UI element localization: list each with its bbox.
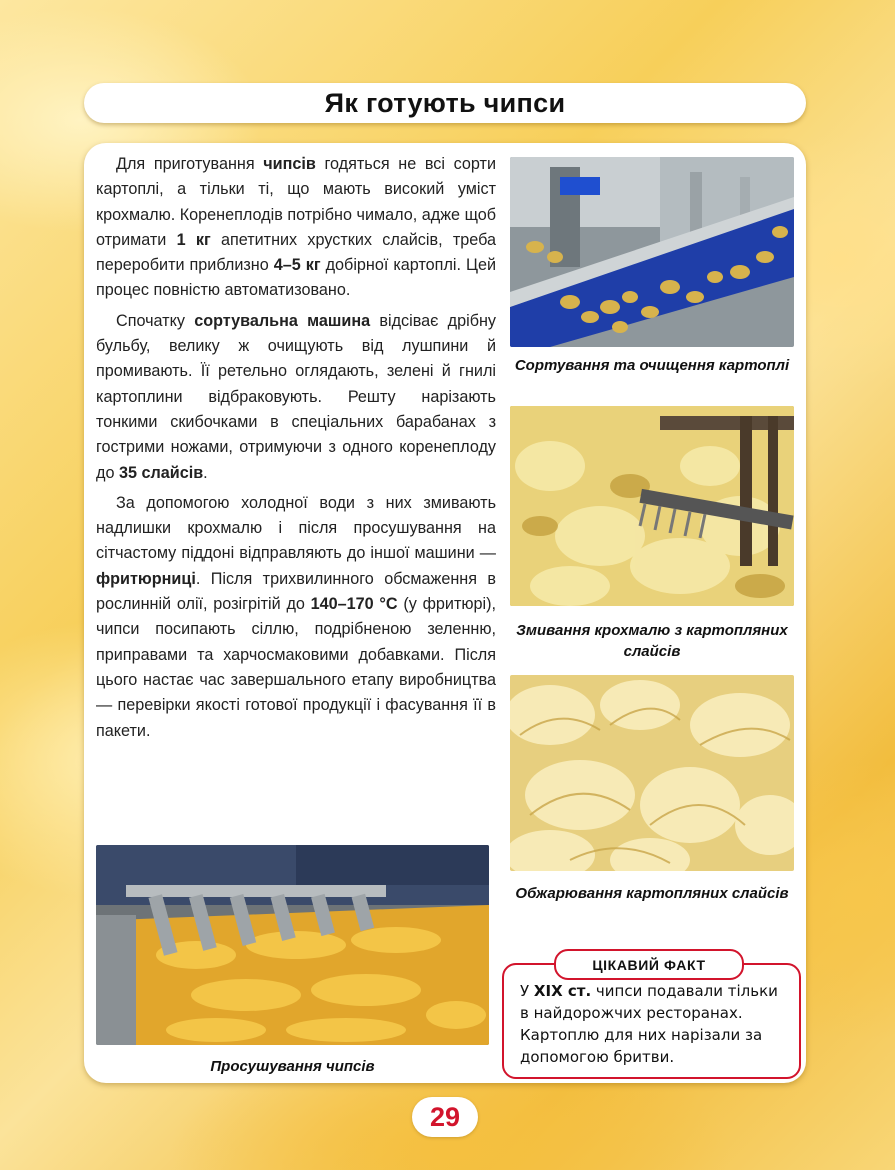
caption-washing: Змивання крохмалю з картопляних слайсів: [516, 622, 788, 660]
page-number: 29: [412, 1097, 478, 1137]
photo-frying: [510, 675, 794, 871]
paragraph-3: За допомогою холодної води з них змивають надлишки крохмалю і після просушування на сітчастому піддоні відправляють до іншої машини — фритюрниці. Після трихвилинного обсмаження в рослинній олії, розігрітій до 140–170 °С (у фритюрі), чипси посипають сіллю, подрібненою зеленню, приправами та харчосмаковими добавками. Після цього настає час завершального етапу виробництва — перевірки якості готової продукції і фасування її в пакети.: [96, 493, 496, 740]
caption-sorting: Сортування та очищення картоплі: [514, 357, 790, 374]
page-title: Як готують чипси: [324, 87, 566, 118]
fact-label: ЦІКАВИЙ ФАКТ: [554, 949, 744, 980]
photo-washing: [510, 406, 794, 606]
photo-drying: [96, 845, 489, 1045]
caption-drying: Просушування чипсів: [210, 1058, 375, 1075]
paragraph-1: Для приготування чипсів годяться не всі сорти картоплі, а тільки ті, що мають високий уміст крохмалю. Коренеплодів потрібно чимало, адже щоб отримати 1 кг апетитних хрустких слайсів, треба переробити приблизно 4–5 кг добірної картоплі. Цей процес повністю автоматизовано.: [96, 155, 496, 300]
photo-sorting: [510, 157, 794, 347]
paragraph-2: Спочатку сортувальна машина відсіває дрібну бульбу, велику ж очищують від лушпини й промивають. Її ретельно оглядають, зелені й гнилі картоплини відбраковують. Решту нарізають тонкими скибочками в спеціальних барабанах з гострими ножами, отримуючи з одного коренеплоду до 35 слайсів.: [96, 311, 497, 482]
caption-frying: Обжарювання картопляних слайсів: [515, 885, 789, 902]
fact-text: У ХІХ ст. чипси подавали тільки в найдорожчих ресторанах. Картоплю для них нарізали за допомогою бритви.: [520, 982, 778, 1066]
article-text: [96, 152, 496, 749]
title-bar: [84, 83, 806, 123]
